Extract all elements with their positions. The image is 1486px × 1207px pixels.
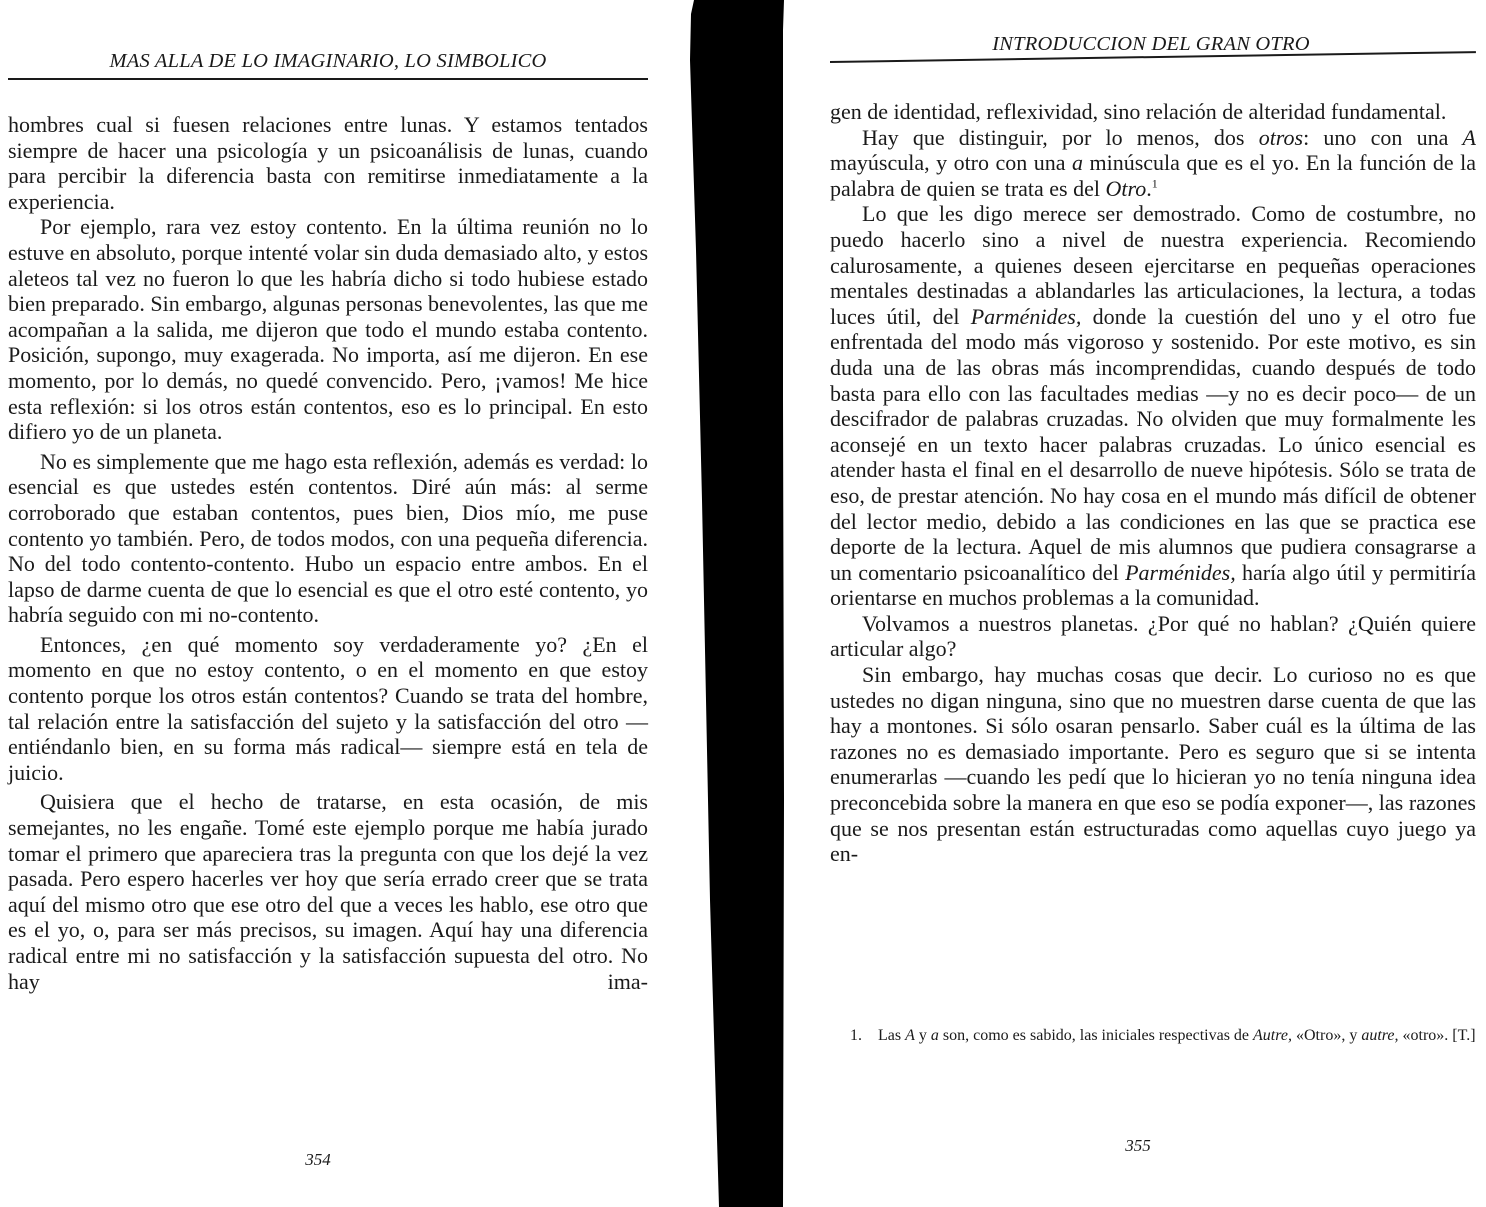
gutter-shape [690, 0, 784, 1207]
right-running-head: INTRODUCCION DEL GRAN OTRO [992, 33, 1310, 55]
footnote: 1. Las A y a son, como es sabido, las iniciales respectivas de Autre, «Otro», y autre, «otro». [T.] [830, 1024, 1476, 1048]
right-body-text [830, 99, 1476, 867]
page-number-right: 355 [1125, 1136, 1151, 1155]
paragraph: Hay que distinguir, por lo menos, dos otros: uno con una A mayúscula, y otro con una a minúscula que es el yo. En la función de la palabra de quien se trata es del Otro.$^1$ [830, 124, 1476, 201]
paragraph: Volvamos a nuestros planetas. ¿Por qué no hablan? ¿Quién quiere articular algo? [830, 610, 1476, 662]
paragraph: Sin embargo, hay muchas cosas que decir. Lo curioso no es que ustedes no digan ninguna, sino que no muestren darse cuenta de que las hay a montones. Si sólo osaran pensarlo. Saber cuál es la última de las razones no es demasiado importante. Pero es seguro que si se intenta enumerarlas —cuando les pedí que lo hicieran yo no tenía ninguna idea preconcebida sobre la manera en que eso se podía exponer—, las razones que se nos presentan están estructuradas como aquellas cuyo juego ya en- [830, 662, 1476, 867]
paragraph: hombres cual si fuesen relaciones entre lunas. Y estamos tentados siempre de hacer una psicología y un psicoanálisis de lunas, cuando para percibir la diferencia basta con remitirse inmediatamente a la experiencia. [8, 112, 648, 214]
paragraph: No es simplemente que me hago esta reflexión, además es verdad: lo esencial es que ustedes estén contentos. Diré aún más: al serme corroborado que estaban contentos, pues bien, Dios mío, me puse contento yo también. Pero, de todos modos, con una pequeña diferencia. No del todo contento-contento. Hubo un espacio entre ambos. En el lapso de darme cuenta de que lo esencial es que el otro esté contento, yo habría seguido con mi no-contento. [8, 448, 648, 628]
paragraph: Quisiera que el hecho de tratarse, en esta ocasión, de mis semejantes, no les engañe. Tomé este ejemplo porque me había jurado tomar el primero que apareciera tras la pregunta con que los dejé la vez pasada. Pero espero hacerles ver hoy que sería errado creer que se trata aquí del mismo otro que ese otro del que a veces les hablo, ese otro que es el yo, o, para ser más precisos, su imagen. Aquí hay una diferencia radical entre mi no satisfacción y la satisfacción supuesta del otro. No hay ima- [8, 789, 648, 994]
page-number-left: 354 [305, 1150, 331, 1169]
paragraph: gen de identidad, reflexividad, sino relación de alteridad fundamental. [830, 99, 1447, 124]
left-body-text [8, 112, 648, 994]
footnote-number: 1. [850, 1027, 862, 1044]
left-header-rule [8, 78, 648, 80]
paragraph: Por ejemplo, rara vez estoy contento. En la última reunión no lo estuve en absoluto, porque intenté volar sin duda demasiado alto, y estos aleteos tal vez no fueron lo que les habría dicho si todo hubiese estado bien preparado. Sin embargo, algunas personas benevolentes, las que me acompañan a la salida, me dijeron que todo el mundo estaba contento. Posición, supongo, muy exagerada. No importa, así me dijeron. En ese momento, por lo demás, no quedé convencido. Pero, ¡vamos! Me hice esta reflexión: si los otros están contentos, eso es lo principal. En esto difiero yo de un planeta. [8, 214, 648, 445]
binding-gutter-shadow [686, 0, 786, 1207]
left-running-head: MAS ALLA DE LO IMAGINARIO, LO SIMBOLICO [109, 50, 547, 72]
paragraph: Entonces, ¿en qué momento soy verdaderamente yo? ¿En el momento en que no estoy contento, o en el momento en que estoy contento porque los otros están contentos? Cuando se trata del hombre, tal relación entre la satisfacción del sujeto y la satisfacción del otro —entiéndanlo bien, en su forma más radical— siempre está en tela de juicio. [8, 631, 648, 785]
footnote-reference: 1 [1151, 176, 1158, 191]
paragraph: Lo que les digo merece ser demostrado. Como de costumbre, no puedo hacerlo sino a nivel de nuestra experiencia. Recomiendo calurosamente, a quienes deseen ejercitarse en pequeñas operaciones mentales destinadas a ablandarles las articulaciones, la lectura, a todas luces útil, del Parménides, donde la cuestión del uno y el otro fue enfrentada del modo más vigoroso y sostenido. Por este motivo, es sin duda una de las obras más incomprendidas, cuando después de todo basta para ello con las facultades medias —y no es decir poco— de un descifrador de palabras cruzadas. No olviden que muy formalmente les aconsejé en un texto hacer palabras cruzadas. Lo único esencial es atender hasta el final en el desarrollo de nueve hipótesis. Sólo se trata de eso, de prestar atención. No hay cosa en el mundo más difícil de obtener del lector medio, debido a las condiciones en las que se practica ese deporte de la lectura. Aquel de mis alumnos que pudiera consagrarse a un comentario psicoanalítico del Parménides, haría algo útil y permitiría orientarse en muchos problemas a la comunidad. [830, 201, 1476, 611]
